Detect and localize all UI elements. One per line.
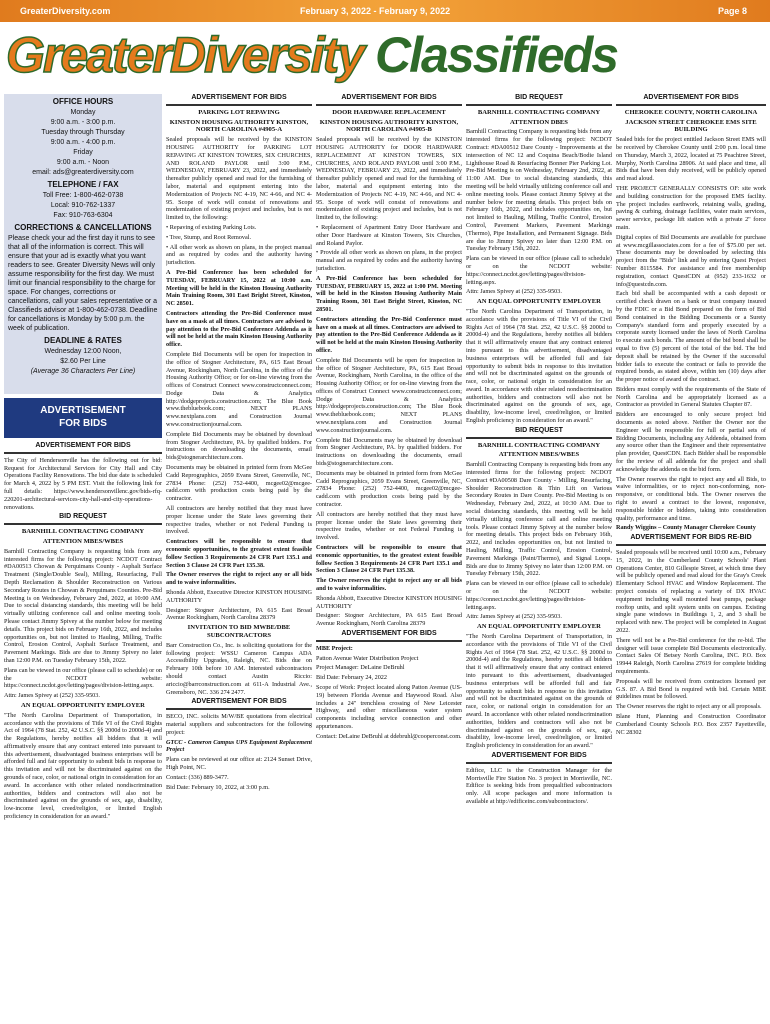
hours-line: 9:00 a.m. - Noon: [56, 159, 110, 166]
ad-text: Edifice, LLC is the Construction Manager for the Morrisville Fire Station No. 3 project in Morrisville, NC. Edifice is seeking bids from prequalified subcontractors only. All scope packages and more information is available at http://edificeinc.com/subcontractors/.: [466, 766, 612, 805]
ad-heading: ADVERTISEMENT FOR BIDS: [466, 752, 612, 764]
ad-for-bids-box: [4, 398, 162, 438]
ad-text: THE PROJECT GENERALLY CONSISTS OF: site work and building construction for the proposed EMS facility. The project includes earthwork, retaining walls, grading, paving & curbing, drainage facilities, water main services, sewer service, package lift station with a private 2" force main.: [616, 184, 766, 231]
ad-text: Barnhill Contracting Company is requesting bids from any interested firms for the following project: NCDOT Contract: #DA00512 Dare County - Improvements at the intersection of NC 12 and Coquina Beach/Bodie Island Lighthouse Road & Resurfacing Bonner Pier Parking Lot. Pre-Bid Meeting is on Wednesday, February 2nd, 2022, at 11:00 AM. Due to social distancing standards, this meeting will be held virtually utilizing conference call and online meeting tools. Please contact Jimmy Spivey at the number below for meeting details. This project bids on February 16th, 2022, and includes opportunities on, but not limited to Hauling, Milling, Traffic Control, Erosion Control, Pavement Markers, Pavement Markings (Thermo), Pipe Installation, and Permanent Signage. Bids are due to Jimmy Spivey no later than 12:00 P.M. on Tuesday February 15th, 2022.: [466, 128, 612, 253]
project-title: PARKING LOT REPAVING: [198, 108, 280, 116]
ad-text: All contractors are hereby notified that they must have proper license under the State laws governing their respective trades, whether or not Federal Funding is involved.: [316, 510, 462, 542]
ad-text: Plans can be viewed in our office (please call to schedule) or on the NCDOT website: https://connect.ncdot.gov/letting/pages/division-letting.aspx.: [466, 255, 612, 286]
ad-text: Contractors will be responsible to ensure that economic opportunities, to the greatest extent feasible follow Section 3 Requirements 24 CFR Part 135.1 and Section 3 Clause 24 CFR Part 135.38.: [166, 538, 312, 569]
signature: Blane Hunt, Planning and Construction Coordinator Cumberland County Schools P.O. Box 2357 Fayetteville, NC 28302: [616, 712, 766, 736]
top-banner: [0, 0, 770, 22]
eoe-line: AN EQUAL OPPORTUNITY EMPLOYER: [477, 623, 601, 631]
designer: Designer: Stogner Architecture, PA 615 East Broad Avenue Rockingham, North Carolina 28379: [316, 612, 462, 628]
ad-text: Complete Bid Documents will be open for inspection in the office of Stogner Architecture, PA, 615 East Broad Avenue, Rockingham, North Carolina, in the office of the Housing Authority Office; or for on-line viewing from the offices of Construct Connect www.constructconnect.com; Dodge Data & Analytics http://dodgeprojects.construction.com; The Blue Book www.thebluebook.com; NEXT PLANS www.nextplans.com and Construction Journal www.constructionjournal.com.: [316, 356, 462, 434]
ad-heading: ADVERTISEMENT FOR BIDS: [316, 94, 462, 106]
company-name: BARNHILL CONTRACTING COMPANY: [477, 108, 601, 116]
cancel-text: Please check your ad the first day it runs to see that all of the information is correct. This will ensure that your ad is exactly what you want readers to see. Greater Diversity News will only assume responsibility for the first day. We must limit our financial responsibility to the charge for space. For changes, corrections or cancellations, call your sales representative or a Classifieds advisor at 1-800-462-0738. Deadline for cancellations is Monday by 5:00 p.m. the week of publication.: [8, 235, 158, 332]
ad-text: Contact: DeLaine DeBruhl at ddebruhl@cooperconst.com.: [316, 732, 462, 740]
ad-text: Complete Bid Documents may be obtained by download from Stogner Architecture, PA. by qualified bidders. For instructions on downloading the documents, email bids@stognerarchitecture.com.: [316, 436, 462, 468]
ad-text: Bidders must comply with the requirements of the State of North Carolina and be appropriately licensed as a Contractor as provided in General Statutes Chapter 87.: [616, 385, 766, 409]
company-name: BARNHILL CONTRACTING COMPANY: [477, 441, 601, 449]
masthead: [0, 22, 770, 90]
ad-text: Complete Bid Documents will be open for inspection in the office of Stogner Architecture, PA, 615 East Broad Avenue, Rockingham, North Carolina, in the office of the Housing Authority Office; or for on-line viewing from the offices of Construct Connect www.constructconnect.com; Dodge Data & Analytics http://dodgeprojects.construction.com; The Blue Book www.thebluebook.com; NEXT PLANS www.nextplans.com and Construction Journal www.constructionjournal.com.: [166, 350, 312, 429]
ad-box-line: FOR BIDS: [59, 418, 107, 429]
tel-line: Fax: 910-763-6304: [53, 212, 113, 219]
deadline-line: Wednesday 12:00 Noon,: [44, 348, 122, 355]
hours-title: OFFICE HOURS: [52, 97, 114, 106]
ad-text: Each bid shall be accompanied with a cash deposit or certified check drawn on a bank or trust company insured by the FDIC or a Bid Bond prepared on the form of Bid Bond contained in the Bidding Documents or a Surety Company's standard form and properly executed by a corporate surety licensed under the laws of North Carolina to execute such bonds. The amount of the bid bond shall be equal to five (5) percent of the total of the bid. The bid deposit shall be retained by the Owner if the successful bidder fails to execute the contract or fails to provide the required bonds, as stated above, within ten (10) days after the proper notice of award of the contract.: [616, 290, 766, 384]
tel-line: Local: 910-762-1337: [50, 202, 116, 209]
ad-text: All contractors are hereby notified that they must have proper license under the State laws governing their respective trades, whether or not Federal Funding is involved.: [166, 505, 312, 536]
ad-heading: ADVERTISEMENT FOR BIDS: [316, 630, 462, 642]
list-item: • All other work as shown on plans, in the project manual and as required by codes and the authority having jurisdiction.: [166, 243, 312, 267]
designer: Designer: Stogner Architecture, PA 615 East Broad Avenue Rockingham, North Carolina 28379: [166, 606, 312, 622]
ad-heading: ADVERTISEMENT FOR BIDS: [166, 94, 312, 106]
ad-text: Bid Date: February 24, 2022: [316, 674, 387, 682]
office-info-box: [4, 94, 162, 394]
ad-text: "The North Carolina Department of Transportation, in accordance with the provisions of Title VI of the Civil Rights Act of 1964 (78 Stat. 252, 42 U.S.C. §§ 2000d to 2000d-4) and the Regulations, hereby notifies all bidders that it will affirmatively ensure that any contract entered into pursuant to this advertisement, disadvantaged business enterprises will be afforded full and fair opportunity to submit bids in response to this invitation and will not be discriminated against on the grounds of race, color, or national origin in consideration for an award. In accordance with other related nondiscrimination authorities, bidders and contractors will also not be discriminated against on the grounds of sex, age, disability, low-income level, creed/religion, or limited English proficiency in consideration for an award.": [466, 307, 612, 425]
tel-line: Toll Free: 1-800-462-0738: [42, 192, 124, 199]
authority-name: KINSTON HOUSING AUTHORITY KINSTON, NORTH CAROLINA #4905-B: [319, 118, 459, 134]
ad-text: There will not be a Pre-Bid conference for the re-bid. The designer will issue complete Bid Documents electronically. Contact Sales Of Betsey North Carolina, INC. P.O. Box 19944 Raleigh, North Carolina 27619 for complete bidding requirements.: [616, 636, 766, 675]
ad-text: Sealed proposals will be received until 10:00 a.m., February 15, 2022, in the Cumberland County Schools' Plant Operations Center, 810 Gillespie Street, at which time they will be publicly opened and read aloud for the Gray's Creek Elementary School HVAC and Window Replacement. The project consists of replacing a variety of DX HVAC equipment including wall mounted heat pumps, package rooftop units, and split system units on campus. Existing single pane windows in Buildings 1, 2, and 3 shall be replaced with new. The project will be completed in August 2022.: [616, 549, 766, 634]
ad-text: The City of Hendersonville has the following out for bid: Request for Architectural Services for City Hall and City Operations Facility Renovations. The bid due date is scheduled for March 4, 2022 by 5 PM EST. Visit the following link for full details: https://www.hendersonvillenc.gov/bids-rfq-220201-architectural-services-city-hall-and-city-operations-renovations.: [4, 456, 162, 511]
page-number: Page 8: [718, 6, 748, 16]
signature: Rhonda Abbott, Executive Director KINSTON HOUSING AUTHORITY: [166, 589, 312, 604]
ad-text: Contractors will be responsible to ensure that economic opportunities, to the greatest extent feasible follow Section 3 Requirements 24 CFR Part 135.1 and Section 3 Clause 24 CFR Part 135.38.: [316, 544, 462, 575]
ad-text: Scope of Work: Project located along Patton Avenue (US-19) between Florida Avenue and Haywood Road. Also includes a 24" trenchless crossing of New Leicester Highway, and other miscellaneous water system components including service connection and other appurtenances.: [316, 683, 462, 730]
ad-box-line: ADVERTISEMENT: [40, 405, 126, 416]
ad-text: BECO, INC. solicits M/W/BE quotations from electrical material suppliers and subcontractors for the following project:: [166, 713, 312, 736]
invitation-title: INVITATION TO BID MWBE/DBE SUBCONTRACTORS: [187, 624, 291, 639]
column-4: [466, 94, 612, 1019]
list-item: • Replacement of Apartment Entry Door Hardware and other Door Hardware at Kinston Towers, Six Churches, and Roland Paylor.: [316, 223, 462, 247]
attention-line: ATTENTION MBES/WBES: [498, 451, 580, 459]
ad-text: The Owner reserves the right to reject any or all bids and to waive informalities.: [166, 571, 312, 587]
ad-heading: ADVERTISEMENT FOR BIDS: [4, 442, 162, 454]
ad-heading: ADVERTISEMENT FOR BIDS RE-BID: [616, 534, 766, 546]
ad-heading: ADVERTISEMENT FOR BIDS: [166, 698, 312, 710]
signature: Randy Wiggins – County Manager Cherokee County: [616, 524, 756, 532]
column-1: [4, 442, 162, 1019]
attention-line: ATTENTION DBES: [510, 118, 568, 126]
list-item: • Repaving of existing Parking Lots.: [166, 223, 257, 231]
ad-text: Documents may be obtained in printed form from McGee Cadd Reprographics, 2059 Evans Street, Greenville, NC, 27834 Phone: (252) 752-4400, mcgee02@mcgee-cadd.com with production costs being paid by the contractor.: [316, 469, 462, 509]
issue-dates: February 3, 2022 - February 9, 2022: [300, 6, 451, 16]
attention-line: ATTENTION MBES/WBES: [42, 537, 124, 545]
hours-line: 9:00 a.m. - 3:00 p.m.: [50, 119, 116, 126]
ad-text: The Owner reserves the right to reject any and all Bids, to waive informalities, or to reject non-conforming, non-responsive, or conditional bids. The Owner reserves the right to award a contract to the lowest, responsive, responsible bidder or bidders, taking into consideration quality, performance and time.: [616, 475, 766, 522]
company-name: BARNHILL CONTRACTING COMPANY: [21, 528, 145, 536]
ad-text: Digital copies of Bid Documents are available for purchase at www.mcgillassociates.com for a fee of $75.00 per set. These documents may be downloaded by selecting this project from the "Bids" link and by entering Quest Project Number 8115584. For assistance and free membership registration, contact QuestCDN at (952) 233-1632 or info@questcdn.com.: [616, 233, 766, 288]
email-line: email: ads@greaterdiversity.com: [32, 169, 134, 176]
ad-heading: BID REQUEST: [466, 427, 612, 439]
ad-text: The Owner reserves the right to reject any or all proposals.: [616, 703, 762, 711]
ad-text: Attn: James Spivey at (252) 335-9503.: [466, 288, 562, 296]
ad-text: Plans can be reviewed at our office at: 2124 Sunset Drive, High Point, NC.: [166, 756, 312, 771]
ad-text: Sealed proposals will be received by the KINSTON HOUSING AUTHORITY for DOOR HARDWARE REPLACEMENT AT KINSTON TOWERS, SIX CHURCHES, AND ROLAND PAYLOR until 3:00 P.M., WEDNESDAY, FEBRUARY 23, 2022, and immediately thereafter publicly opened and read for the furnishing of labor, material and equipment entering into the Modernization of Projects NC 4-19, NC 4-66, and NC 4-95. Scope of work will consist of renovations and modernization of existing project and includes, but is not limited to, the following:: [316, 136, 462, 222]
hours-line: 9:00 a.m. - 4:00 p.m.: [50, 139, 116, 146]
ad-text: "The North Carolina Department of Transportation, in accordance with the provisions of Title VI of the Civil Rights Act of 1964 (78 Stat. 252, 42 U.S.C. §§ 2000d to 2000d-4) and the Regulations, hereby notifies all bidders that it will affirmatively ensure that any contract entered into pursuant to this advertisement, disadvantaged business enterprises will be afforded full and fair opportunity to submit bids in response to this invitation and will not be discriminated against on the grounds of race, color, or national origin in consideration for an award. In accordance with other related nondiscrimination authorities, bidders and contractors will also not be discriminated against on the grounds of sex, age, disability, low-income level, creed/religion, or limited English proficiency in consideration for an award.": [466, 633, 612, 750]
ad-text: Attn: James Spivey at (252) 335-9503.: [466, 613, 562, 621]
ad-text: Contact: (336) 889-3477.: [166, 773, 229, 781]
ad-text: "The North Carolina Department of Transportation, in accordance with the provisions of Title VI of the Civil Rights Act of 1964 (78 Stat. 252, 42 U.S.C. §§ 2000d to 2000d-4) and the Regulations, hereby notifies all bidders that it will affirmatively ensure that any contract entered into pursuant to this advertisement, disadvantaged business enterprises will be afforded full and fair opportunity to submit bids in response to this invitation and will not be discriminated against on the grounds of race, color, or national origin in consideration for an award. In accordance with other related nondiscrimination authorities, bidders and contractors will also not be discriminated against on the grounds of sex, age, disability, low-income level, creed/religion, or limited English proficiency in consideration for an award.": [4, 711, 162, 821]
ad-text: The Owner reserves the right to reject any or all bids and to waive informalities.: [316, 577, 462, 593]
ad-text: Documents may be obtained in printed form from McGee Cadd Reprographics, 2059 Evans Street, Greenville, NC, 27834 Phone: (252) 752-4400, mcgee02@mcgee-cadd.com with production costs being paid by the contractor.: [166, 464, 312, 503]
ad-heading: ADVERTISEMENT FOR BIDS: [616, 94, 766, 106]
section-text: Classifieds: [375, 27, 618, 83]
deadline-title: DEADLINE & RATES: [44, 336, 122, 345]
masthead-logo: [6, 26, 617, 84]
project-title: DOOR HARDWARE REPLACEMENT: [332, 108, 446, 116]
column-5: [616, 94, 766, 1019]
project-title: JACKSON STREET CHEROKEE EMS SITE BUILDING: [625, 118, 757, 134]
cancel-title: CORRECTIONS & CANCELLATIONS: [14, 223, 152, 232]
ad-text: Sealed proposals will be received by the KINSTON HOUSING AUTHORITY for PARKING LOT REPAVING AT KINSTON TOWERS, SIX CHURCHES, AND ROLAND PAYLOR until 3:00 P.M., WEDNESDAY, FEBRUARY 23, 2022, and immediately thereafter publicly opened and read for the furnishing of labor, material and equipment entering into the Modernization of Projects NC 4-19, NC 4-66, and NC 4-95. Scope of work will consist of renovations and modernization of existing project and includes, but is not limited to, the following:: [166, 136, 312, 222]
ad-text: Barnhill Contracting Company is requesting bids from any interested firms for the following project: NCDOT Contract #DA00513 Chowan & Perquimans County - Asphalt Surface Treatment (Single/Double Seal), Milling, Resurfacing, Full Depth Reclamation & Shoulder Reconstruction on Various Secondary Routes in Chowan & Perquimans Counties. Pre-Bid Meeting is on Wednesday, February 2nd, 2022, at 10:00 AM. Due to social distancing standards, this meeting will be held virtually utilizing conference call and online meeting tools. Please contact Jimmy Spivey at the number below for meeting details. This project bids on February 16th, 2022, and includes opportunities on, but not limited to Hauling, Milling, Traffic Control, Erosion Control, Asphalt Surface Treatment, and Pavement Markings. Bids are due to Jimmy Spivey no later than 12:00 P.M. on Tuesday February 15th, 2022.: [4, 547, 162, 664]
ad-text: Contractors attending the Pre-Bid Conference must have on a mask at all times. Contractors are advised to pay attention to the Pre-Bid Conference Addenda as it will not be held at the main Kinston Housing Authority office.: [166, 309, 312, 349]
column-2: [166, 94, 312, 1019]
site-name: GreaterDiversity.com: [20, 6, 111, 16]
ad-text: GTCC - Cameron Campus UPS Equipment Replacement Project: [166, 738, 312, 754]
ad-text: Barr Construction Co., Inc. is soliciting quotations for the following project: WSSU Cameron Campus ADA Accessibility Upgrades, Raleigh, NC. Bids due on February 10th before 10 AM. Interested subcontractors should contact Austin Riccio: ariccio@barrconstruction.com at 611-A Industrial Ave., Greensboro, NC. 336 274 2477.: [166, 641, 312, 696]
column-3: [316, 94, 462, 1019]
ad-text: Sealed bids for the project entitled Jackson Street EMS will be received by Cherokee County until 2:00 p.m. local time on Thursday, March 3, 2022, located at 75 Peachtree Street, Murphy, North Carolina 28906. At said place and time, all Bids that have been duly received, will be publicly opened and read aloud.: [616, 136, 766, 183]
list-item: • Tree, Stump, and Root Removal.: [166, 233, 252, 241]
ad-text: Contractors attending the Pre-Bid Conference must have on a mask at all times. Contractors are advised to pay attention to the Pre-Bid Conference Addenda as it will not be held at the main Kinston Housing Authority office.: [316, 315, 462, 354]
ad-text: Project Manager: DeLaine DeBruhl: [316, 664, 405, 672]
ad-text: Plans can be viewed in our office (please call to schedule) or on the NCDOT website: https://connect.ncdot.gov/letting/pages/division-letting.aspx.: [466, 580, 612, 611]
tel-title: TELEPHONE / FAX: [47, 180, 119, 189]
ad-text: MBE Project:: [316, 644, 353, 652]
brand-text: GreaterDiversity: [6, 27, 364, 83]
list-item: • Provide all other work as shown on plans, in the project manual and as required by codes and the authority having jurisdiction.: [316, 249, 462, 272]
ad-text: Bid Date: February 10, 2022, at 3:00 p.m.: [166, 783, 270, 791]
ad-text: A Pre-Bid Conference has been scheduled for TUESDAY, FEBRUARY 15, 2022 at 1:00 PM. Meeting will be held in the Kinston Housing Authority Main Training Room, 301 East Bright Street, Kinston, NC 28501.: [316, 274, 462, 313]
eoe-line: AN EQUAL OPPORTUNITY EMPLOYER: [21, 701, 145, 709]
county-name: CHEROKEE COUNTY, NORTH CAROLINA: [624, 108, 758, 116]
ad-text: Barnhill Contracting Company is requesting bids from any interested firms for the following project: NCDOT Contract #DA00508 Dare County - Milling, Resurfacing, Shoulder Reconstruction & Thin Lift on Various Secondary Routes in Dare County. Pre-Bid Meeting is on Wednesday, February 2nd, 2022, at 10:30 AM. Due to social distancing standards, this meeting will be held virtually utilizing conference call and online meeting tools. Please contact Jimmy Spivey at the number below for meeting details. This project bids on February 16th, 2022, and includes opportunities on, but not limited to Hauling, Milling, Traffic Control, Erosion Control, Pavement Markings (Paint/Thermo), and Signal Loops. Bids are due to Jimmy Spivey no later than 12:00 P.M. on Tuesday February 15th, 2022.: [466, 461, 612, 578]
eoe-line: AN EQUAL OPPORTUNITY EMPLOYER: [477, 298, 601, 306]
ad-text: Plans can be viewed in our office (please call to schedule) or on the NCDOT website: https://connect.ncdot.gov/letting/pages/division-letting.aspx.: [4, 666, 162, 690]
deadline-line: (Average 36 Characters Per Line): [30, 368, 136, 375]
hours-line: Friday: [73, 149, 93, 156]
ad-heading: BID REQUEST: [4, 513, 162, 525]
authority-name: KINSTON HOUSING AUTHORITY KINSTON, NORTH CAROLINA #4905-A: [169, 118, 309, 134]
ad-text: Attn: James Spivey at (252) 335-9503.: [4, 692, 100, 700]
ad-heading: BID REQUEST: [466, 94, 612, 106]
deadline-line: $2.60 Per Line: [60, 358, 106, 365]
hours-line: Monday: [70, 109, 96, 116]
ad-text: A Pre-Bid Conference has been scheduled for TUESDAY, FEBRUARY 15, 2022 at 10:00 a.m. Meeting will be held in the Kinston Housing Authority Main Training Room, 301 East Bright Street, Kinston, NC 28501.: [166, 268, 312, 308]
ad-text: Bidders are encouraged to only secure project bid documents as noted above. Neither the Owner nor the Engineer will be responsible for full or partial sets of Bidding Documents, including any Addenda, obtained from any source other than the Engineer and their representative plan provider, QuestCDN. Each Bidder shall be responsible for the review of all addenda for the project and shall acknowledge the addenda on the bid form.: [616, 411, 766, 473]
ad-text: Proposals will be received from contractors licensed per G.S. 87. A Bid Bond is required with bid. Certain MBE guidelines must be followed.: [616, 677, 766, 701]
ad-text: Patton Avenue Water Distribution Project: [316, 654, 419, 662]
signature: Rhonda Abbott, Executive Director KINSTON HOUSING AUTHORITY: [316, 594, 462, 610]
ad-text: Complete Bid Documents may be obtained by download from Stogner Architecture, PA. by qualified bidders. For instructions on downloading the documents, email bids@stognerarchitecture.com.: [166, 430, 312, 462]
hours-line: Tuesday through Thursday: [41, 129, 125, 136]
